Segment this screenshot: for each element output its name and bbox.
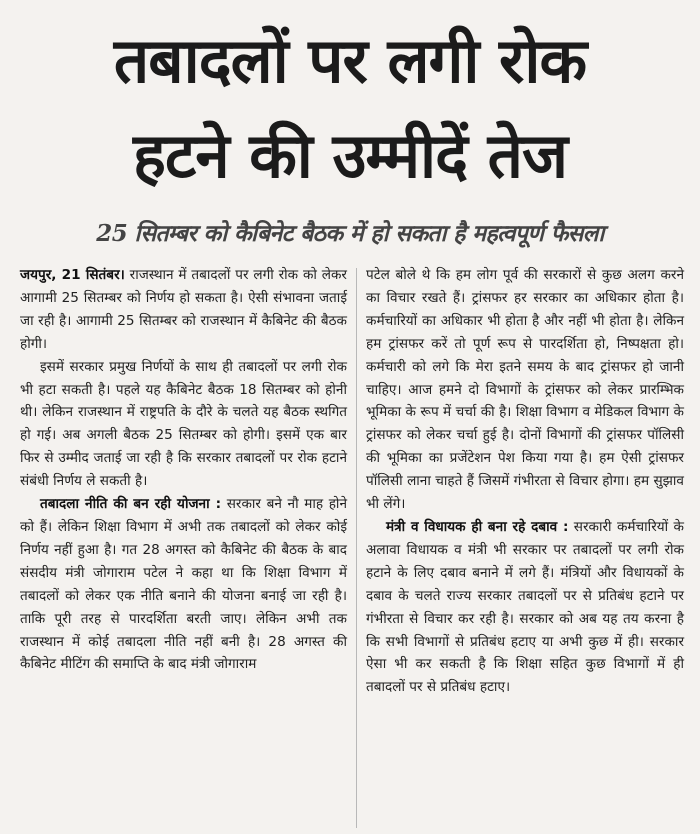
headline-line-2: हटने की उम्मीदें तेज — [133, 119, 567, 192]
article-paragraph-continued: पटेल बोले थे कि हम लोग पूर्व की सरकारों से कुछ अलग करने का विचार रखते हैं। ट्रांसफर हर सरकार का अधिकार होता है। कर्मचारियों का अधिकार भी होता है और नहीं भी होता है। लेकिन हम ट्रांसफर करें तो पूर्ण रूप से पारदर्शिता हो, निष्पक्षता हो। कर्मचारी को लगे कि मेरा इतने समय के बाद ट्रांसफर हो जानी चाहिए। आज हमने दो विभागों के ट्रांसफर को लेकर प्रारम्भिक भूमिका के रूप में चर्चा की है। शिक्षा विभाग व मेडिकल विभाग के ट्रांसफर को लेकर चर्चा हुई है। दोनों विभागों की ट्रांसफर पॉलिसी की भूमिका का प्रजेंटेशन पेश किया गया है। हम ऐसी ट्रांसफर पॉलिसी लाना चाहते हैं जिसमें गंभीरता से विचार होगा। हम सुझाव भी लेंगे। — [366, 267, 684, 513]
section-1-title: तबादला नीति की बन रही योजना : — [40, 496, 222, 513]
dateline: जयपुर, 21 सितंबर। — [20, 267, 125, 283]
article-column-left — [20, 264, 347, 676]
article-section-1 — [20, 493, 347, 676]
article-paragraph-2: इसमें सरकार प्रमुख निर्णयों के साथ ही तबादलों पर लगी रोक भी हटा सकती है। पहले यह कैबिनेट बैठक 18 सितम्बर को होनी थी। लेकिन राजस्थान में राष्ट्रपति के दौरे के चलते यह बैठक स्थगित हो गई। अब अगली बैठक 25 सितम्बर को होगी। इसमें एक बार फिर से उम्मीद जताई जा रही है कि सरकार तबादलों पर रोक हटाने संबंधी निर्णय ले सकती है। — [20, 358, 347, 490]
article-column-right — [366, 264, 684, 699]
column-divider — [356, 268, 357, 828]
subheadline: 25 सितम्बर को कैबिनेट बैठक में हो सकता है महत्वपूर्ण फैसला — [96, 220, 604, 247]
section-2-title: मंत्री व विधायक ही बना रहे दबाव : — [386, 518, 569, 535]
section-1-text: सरकार बने नौ माह होने को हैं। लेकिन शिक्षा विभाग में अभी तक तबादलों को लेकर कोई निर्णय नहीं हुआ है। गत 28 अगस्त को कैबिनेट की बैठक के बाद संसदीय मंत्री जोगाराम पटेल ने कहा था कि शिक्षा विभाग में तबादलों को लेकर एक नीति बनाने की योजना बनाई जा रही है। ताकि पूरी तरह से पारदर्शिता बरती जाए। लेकिन अभी तक राजस्थान में कोई तबादला नीति नहीं बनी है। 28 अगस्त की कैबिनेट मीटिंग की समाप्ति के बाद मंत्री जोगाराम — [20, 496, 347, 673]
article-section-2 — [366, 516, 684, 699]
section-2-text: सरकारी कर्मचारियों के अलावा विधायक व मंत्री भी सरकार पर तबादलों पर लगी रोक हटाने के लिए दबाव बनाने में लगे हैं। मंत्रियों और विधायकों के दबाव के चलते राज्य सरकार तबादलों पर से प्रतिबंध हटाने पर गंभीरता से विचार कर रही है। सरकार को अब यह तय करना है कि सभी विभागों से प्रतिबंध हटाए या अभी कुछ में ही। सरकार ऐसा भी कर सकती है कि शिक्षा सहित कुछ विभागों में ही तबादलों पर से प्रतिबंध हटाए। — [366, 518, 684, 696]
headline-line-1: तबादलों पर लगी रोक — [113, 24, 587, 97]
article-paragraph-1 — [20, 264, 347, 356]
paragraph-1-text: राजस्थान में तबादलों पर लगी रोक को लेकर आगामी 25 सितम्बर को निर्णय हो सकता है। ऐसी संभावना जताई जा रही है। आगामी 25 सितम्बर को राजस्थान में कैबिनेट की बैठक होगी। — [20, 267, 347, 352]
